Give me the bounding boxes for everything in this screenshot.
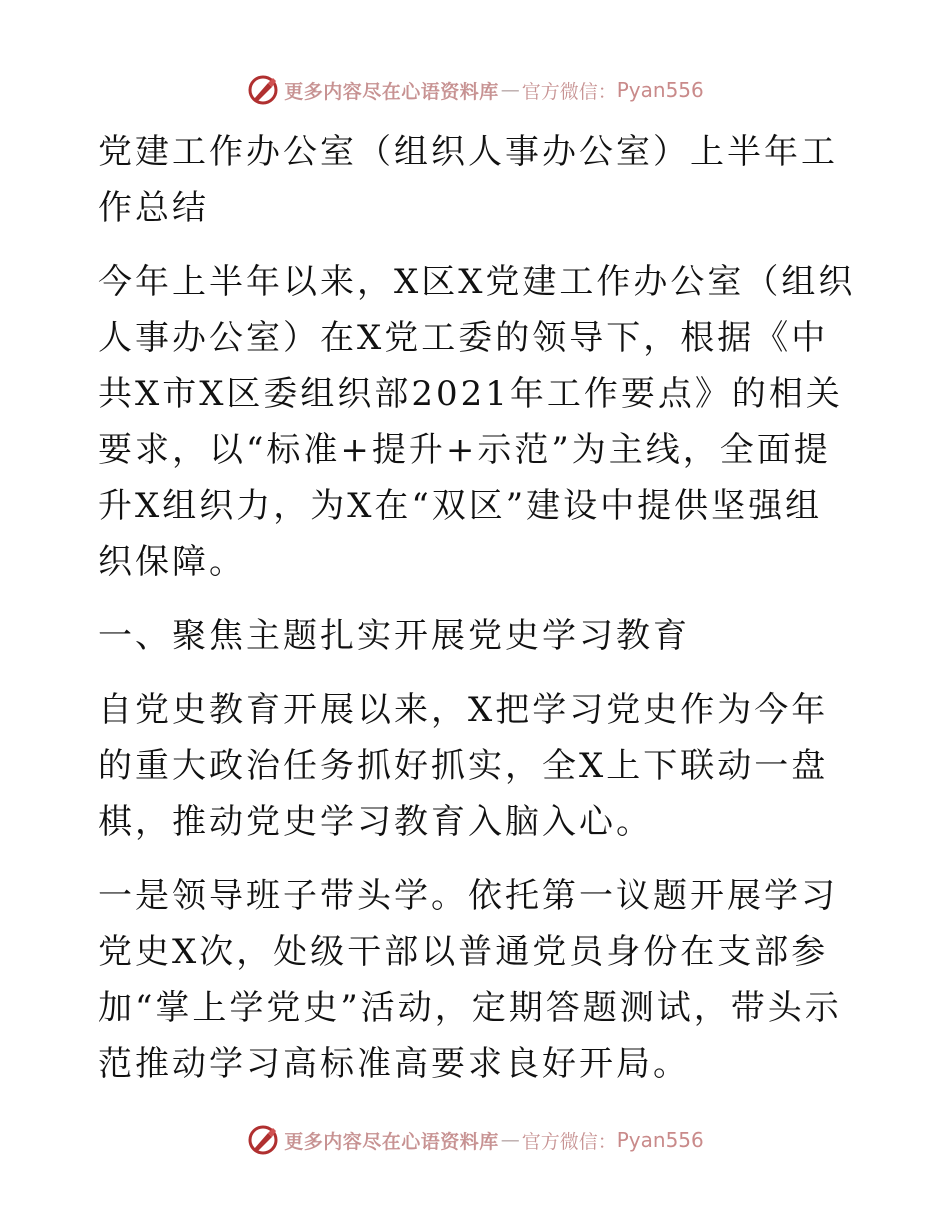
section-paragraph-1: 自党史教育开展以来，X把学习党史作为今年的重大政治任务抓好抓实，全X上下联动一盘棋，推动党史学习教育入脑入心。 [98,690,829,842]
watermark-text: 更多内容尽在心语资料库 [284,1130,499,1153]
section-paragraph-2: 一是领导班子带头学。依托第一议题开展学习党史X次，处级干部以普通党员身份在支部参加“掌上学党史”活动，定期答题测试，带头示范推动学习高标准高要求良好开局。 [98,876,842,1084]
watermark-wechat-id: Pyan556 [616,1128,704,1152]
watermark-wechat-label: 官方微信： [521,80,617,103]
document-title: 党建工作办公室（组织人事办公室）上半年工作总结 [98,132,838,228]
watermark-wechat-id: Pyan556 [616,78,704,102]
watermark-dash: — [500,1129,520,1151]
section-heading: 一、聚焦主题扎实开展党史学习教育 [98,616,690,656]
watermark-dash: — [500,79,520,101]
watermark-wechat-label: 官方微信： [521,1130,617,1153]
pen-logo-icon [246,1123,280,1157]
intro-paragraph: 今年上半年以来，X区X党建工作办公室（组织人事办公室）在X党工委的领导下，根据《中共X市X区委组织部2021年工作要点》的相关要求，以“标准+提升+示范”为主线，全面提升X组织力，为X在“双区”建设中提供坚强组织保障。 [98,262,856,582]
watermark-top [0,70,950,110]
document-body [98,120,858,1092]
pen-logo-icon [246,73,280,107]
watermark-text: 更多内容尽在心语资料库 [284,80,499,103]
watermark-bottom [0,1120,950,1160]
